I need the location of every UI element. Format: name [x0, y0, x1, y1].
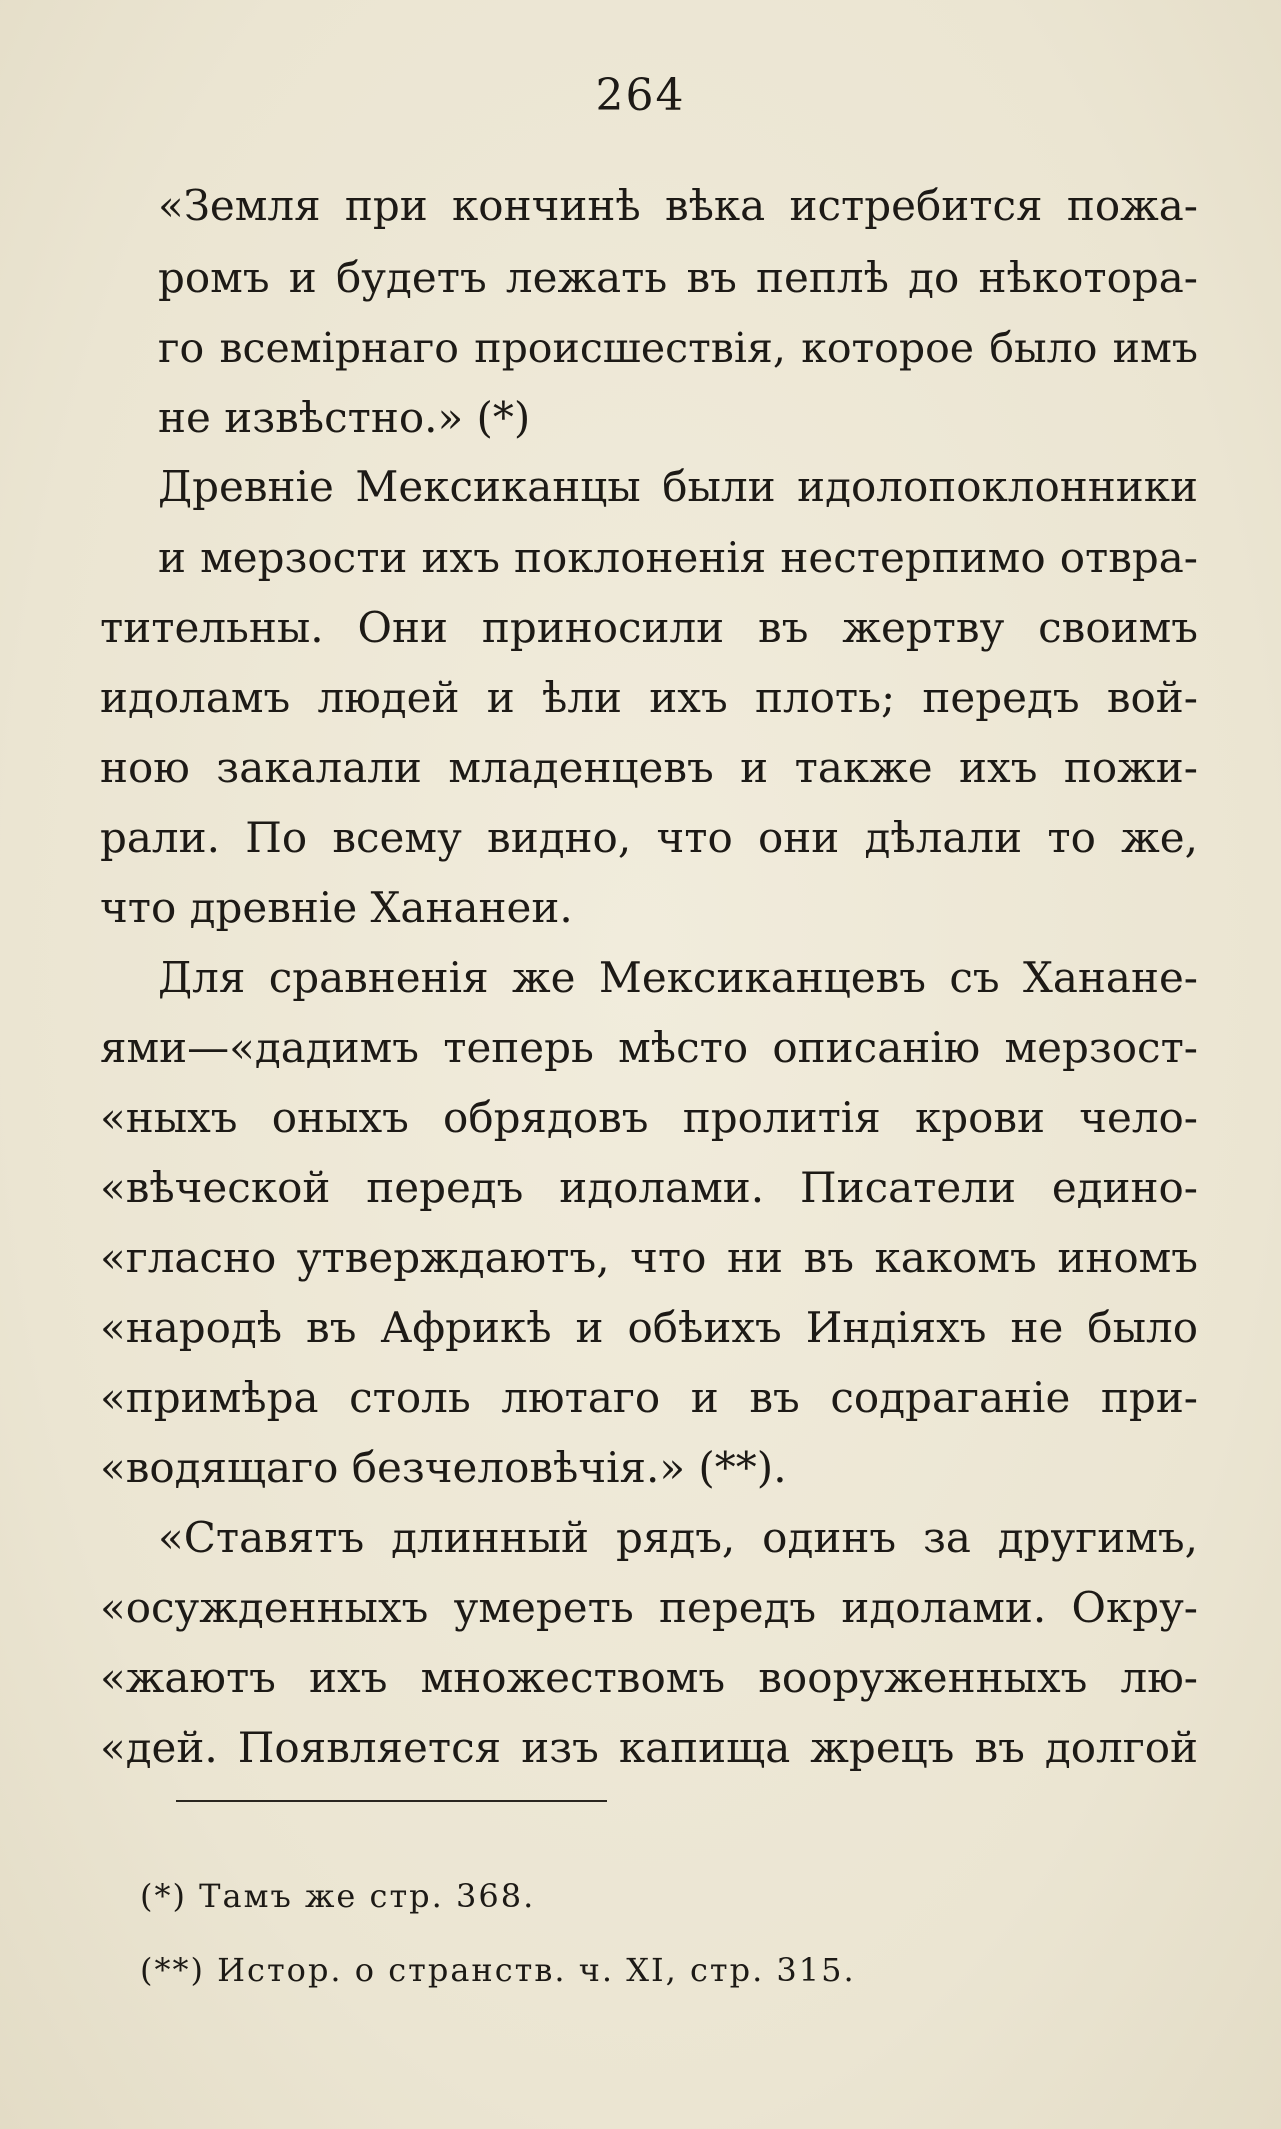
text-line: что древніе Хананеи. [100, 883, 573, 932]
footnote-divider [176, 1800, 607, 1802]
paragraph-1 [158, 181, 1198, 230]
text-line: рали. По всему видно, что они дѣлали то же, [100, 813, 1198, 862]
text-line: го всемірнаго происшествія, которое было имъ [158, 324, 1198, 372]
paragraph-2 [158, 462, 1198, 511]
text-line: ною закалали младенцевъ и также ихъ пожи- [100, 743, 1198, 792]
paragraph-1-end [158, 393, 1198, 442]
text-line: «Земля при кончинѣ вѣка истребится пожа- [158, 181, 1198, 230]
paragraph-1-cont [158, 253, 1198, 302]
paragraph-3-cont [100, 1373, 1198, 1422]
paragraph-4 [158, 1513, 1198, 1562]
text-line: «народѣ въ Африкѣ и обѣихъ Индіяхъ не было [100, 1303, 1198, 1352]
text-line: «жаютъ ихъ множествомъ вооруженныхъ лю- [100, 1653, 1198, 1702]
text-line: «дей. Появляется изъ капища жрецъ въ долгой [100, 1723, 1198, 1772]
text-line: и мерзости ихъ поклоненія нестерпимо отвра- [158, 533, 1198, 582]
paragraph-2-cont [100, 813, 1198, 862]
text-line: Древніе Мексиканцы были идолопоклонники [158, 462, 1198, 511]
paragraph-2-cont [158, 533, 1198, 582]
paragraph-3-cont [100, 1303, 1198, 1352]
text-line: «ныхъ оныхъ обрядовъ пролитія крови чело- [100, 1093, 1198, 1142]
paragraph-2-cont [100, 603, 1198, 652]
text-line: ями—«дадимъ теперь мѣсто описанію мерзост- [100, 1023, 1198, 1072]
text-line: «вѣческой передъ идолами. Писатели едино- [100, 1163, 1198, 1212]
footnote-2: (**) Истор. о странств. ч. XI, стр. 315. [140, 1951, 856, 1989]
paragraph-3 [158, 953, 1198, 1002]
text-line: «Ставятъ длинный рядъ, одинъ за другимъ, [158, 1513, 1198, 1562]
page-number: 264 [595, 70, 686, 121]
paragraph-4-cont [100, 1653, 1198, 1702]
paragraph-3-cont [100, 1163, 1198, 1212]
text-line: не извѣстно.» (*) [158, 393, 531, 442]
text-line: «водящаго безчеловѣчія.» (**). [100, 1443, 787, 1492]
paragraph-3-cont [100, 1023, 1198, 1072]
text-line: ромъ и будетъ лежать въ пеплѣ до нѣкотора- [158, 253, 1198, 302]
footnote-1: (*) Тамъ же стр. 368. [140, 1877, 536, 1915]
paragraph-3-end [100, 1443, 1198, 1492]
text-line: идоламъ людей и ѣли ихъ плоть; передъ вой- [100, 673, 1198, 722]
paragraph-2-cont [100, 743, 1198, 792]
paragraph-3-cont [100, 1093, 1198, 1142]
paragraph-2-cont [100, 673, 1198, 722]
text-line: «гласно утверждаютъ, что ни въ какомъ иномъ [100, 1233, 1198, 1282]
paragraph-3-cont [100, 1233, 1198, 1282]
text-line: Для сравненія же Мексиканцевъ съ Ханане- [158, 953, 1198, 1002]
text-line: «осужденныхъ умереть передъ идолами. Окру- [100, 1583, 1198, 1632]
text-line: тительны. Они приносили въ жертву своимъ [100, 603, 1198, 652]
paragraph-1-cont [158, 324, 1198, 372]
paragraph-4-cont [100, 1723, 1198, 1772]
paragraph-2-end [100, 883, 1198, 932]
paragraph-4-cont [100, 1583, 1198, 1632]
text-line: «примѣра столь лютаго и въ содраганіе при- [100, 1373, 1198, 1422]
